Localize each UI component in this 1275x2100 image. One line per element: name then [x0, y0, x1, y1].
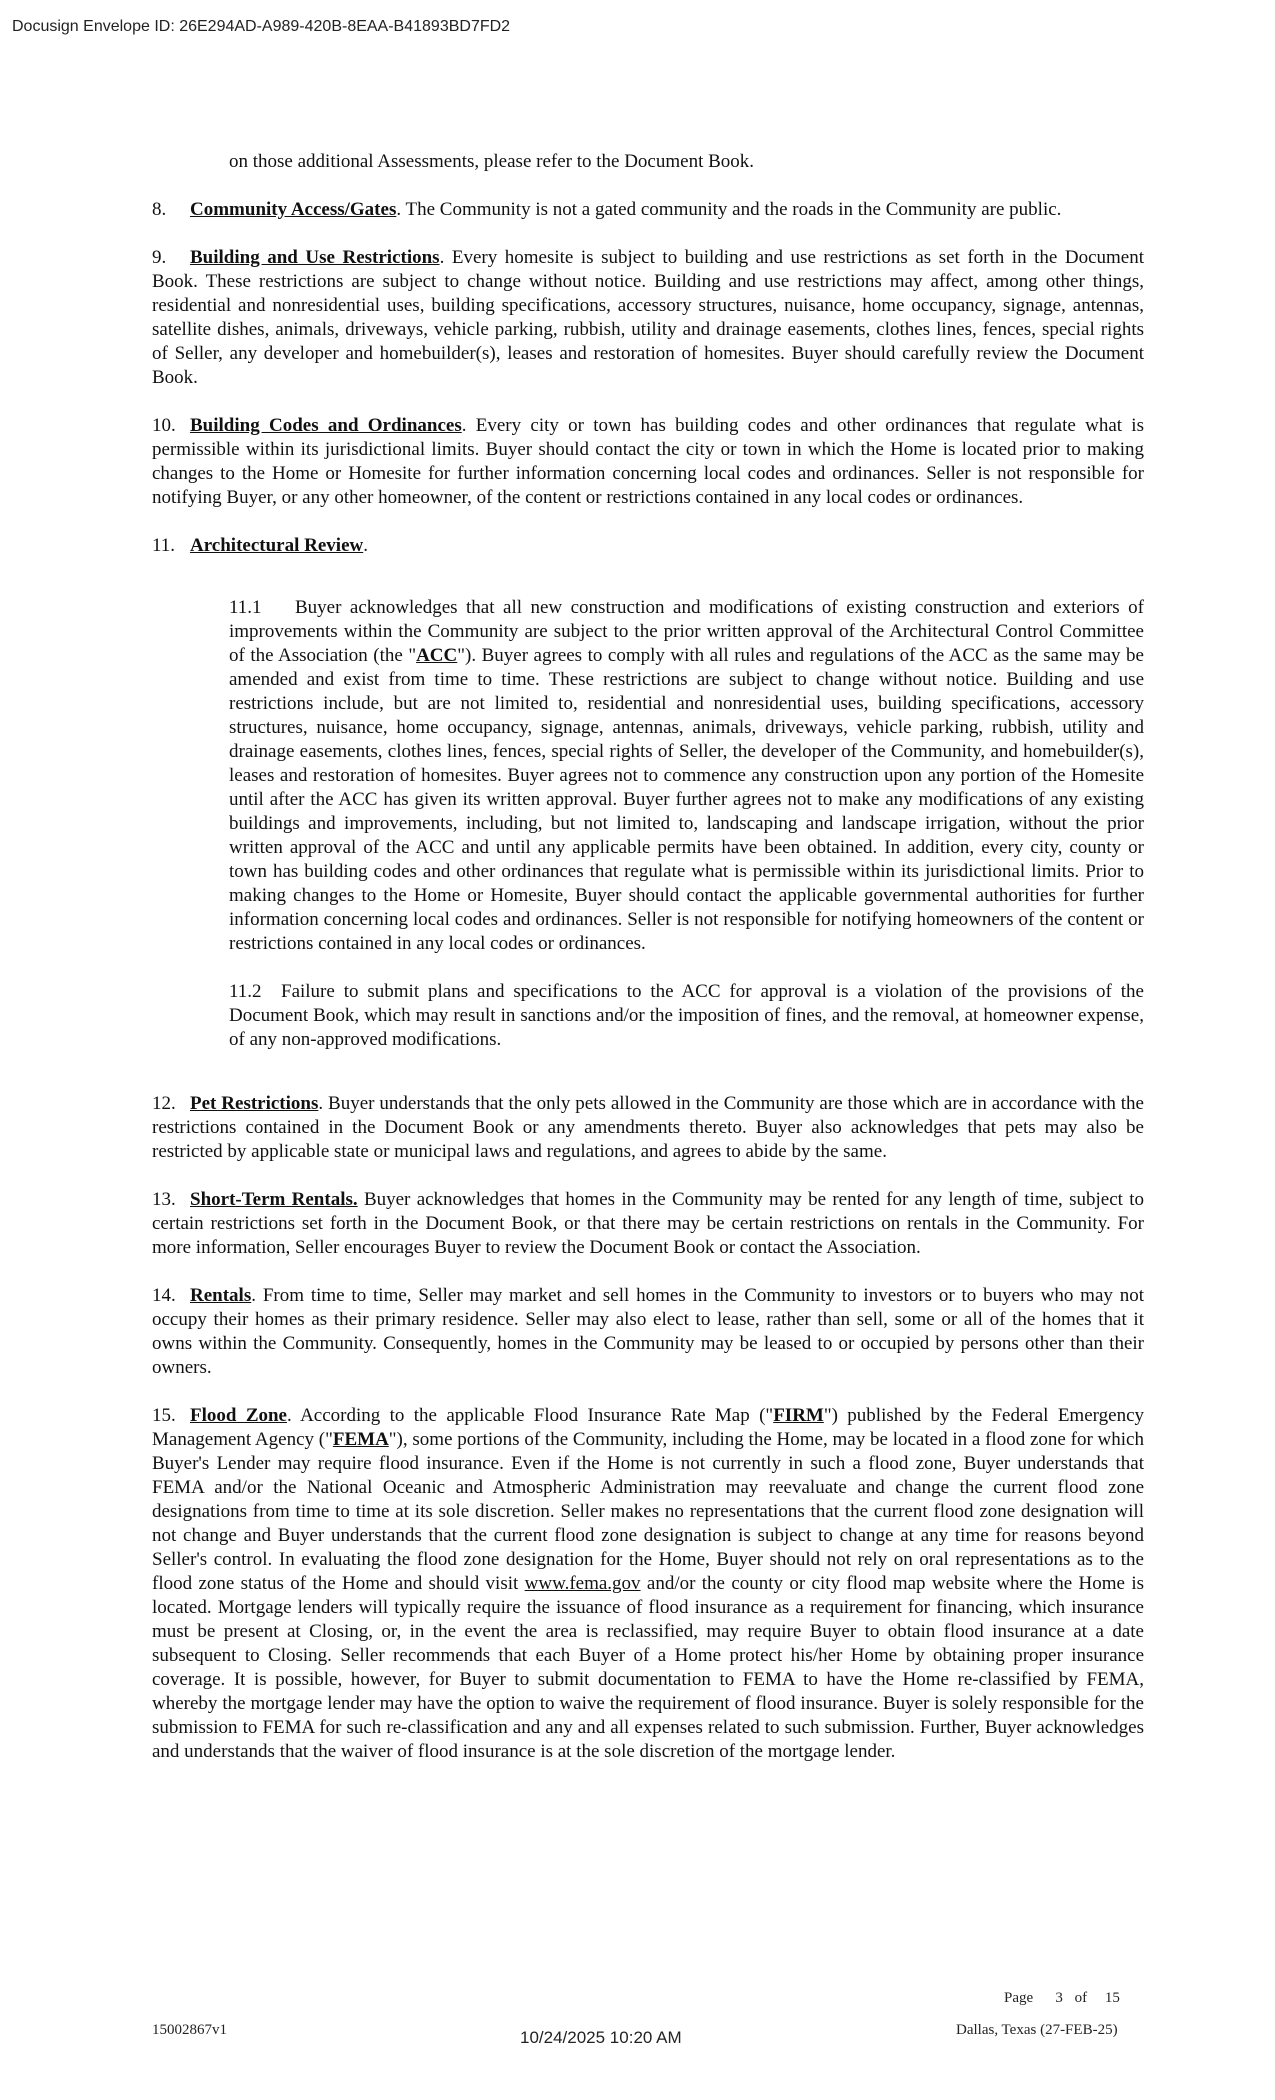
section-10: [152, 414, 1144, 510]
section-14: [152, 1284, 1144, 1380]
section-text: .: [363, 535, 368, 556]
page-indicator: [1004, 1990, 1120, 2007]
section-text: ") published by the Federal Emergency Management Agency (": [152, 1405, 1144, 1450]
page-number: 3: [1055, 1990, 1063, 2006]
defined-term-acc: ACC: [416, 645, 458, 666]
section-number: 9.: [152, 247, 167, 268]
subsection-11-1: [229, 596, 1144, 956]
section-title: Building and Use Restrictions: [190, 247, 440, 268]
page-of-label: of: [1074, 1990, 1088, 2006]
section-text: . According to the applicable Flood Insurance Rate Map (": [287, 1405, 774, 1426]
document-body: [152, 150, 1144, 1788]
document-location-date: Dallas, Texas (27-FEB-25): [956, 2022, 1118, 2038]
section-title: Rentals: [190, 1285, 252, 1306]
section-number: 12.: [152, 1093, 176, 1114]
section-9: [152, 246, 1144, 390]
section-text: "), some portions of the Community, including the Home, may be located in a flood zone for which Buyer's Lender may require flood insurance. Even if the Home is not currently in such a flood zone, Buyer understands that FEMA and/or the National Oceanic and Atmospheric Administration may reevaluate and change the current flood zone designations from time to time at its sole discretion. Seller makes no representations that the current flood zone designation will not change and Buyer understands that the current flood zone designation is subject to change at any time for reasons beyond Seller's control. In evaluating the flood zone designation for the Home, Buyer should not rely on oral representations as to the flood zone status of the Home and should visit: [152, 1429, 1144, 1594]
signing-timestamp: 10/24/2025 10:20 AM: [520, 2028, 682, 2047]
section-text: . The Community is not a gated community and the roads in the Community are public.: [396, 199, 1062, 220]
subsection-number: 11.1: [229, 597, 262, 618]
section-13: [152, 1188, 1144, 1260]
section-title: Short-Term Rentals.: [190, 1189, 358, 1210]
section-11: [152, 534, 1144, 558]
page-label: Page: [1004, 1990, 1034, 2006]
section-number: 11.: [152, 535, 176, 556]
section-text: and/or the county or city flood map website where the Home is located. Mortgage lenders will typically require the issuance of flood insurance as a requirement for financing, which insurance must be present at Closing, or, in the event the area is reclassified, may require Buyer to obtain flood insurance at a date subsequent to Closing. Seller recommends that each Buyer of a Home protect his/her Home by obtaining proper insurance coverage. It is possible, however, for Buyer to submit documentation to FEMA to have the Home re-classified by FEMA, whereby the mortgage lender may have the option to waive the requirement of flood insurance. Buyer is solely responsible for the submission to FEMA for such re-classification and any and all expenses related to such submission. Further, Buyer acknowledges and understands that the waiver of flood insurance is at the sole discretion of the mortgage lender.: [152, 1573, 1145, 1762]
document-version-id: 15002867v1: [152, 2022, 227, 2038]
section-number: 14.: [152, 1285, 176, 1306]
section-title: Building Codes and Ordinances: [190, 415, 462, 436]
section-number: 15.: [152, 1405, 176, 1426]
section-12: [152, 1092, 1144, 1164]
subsection-text: Failure to submit plans and specifications to the ACC for approval is a violation of the provisions of the Document Book, which may result in sanctions and/or the imposition of fines, and the removal, at homeowner expense, of any non-approved modifications.: [229, 981, 1144, 1050]
section-title: Pet Restrictions: [190, 1093, 319, 1114]
section-title: Community Access/Gates: [190, 199, 397, 220]
defined-term-fema: FEMA: [332, 1429, 389, 1450]
fema-website-link[interactable]: www.fema.gov: [524, 1573, 641, 1594]
subsection-text: Buyer acknowledges that all new construction and modifications of existing construction and exteriors of improvements within the Community are subject to the prior written approval of the Architectural Control Committee of the Association (the ": [229, 597, 1144, 666]
envelope-id: Docusign Envelope ID: 26E294AD-A989-420B-8EAA-B41893BD7FD2: [12, 18, 511, 35]
continuation-text: on those additional Assessments, please refer to the Document Book.: [229, 151, 755, 172]
section-title: Architectural Review: [190, 535, 364, 556]
section-number: 10.: [152, 415, 176, 436]
subsection-number: 11.2: [229, 981, 262, 1002]
section-number: 13.: [152, 1189, 176, 1210]
section-15: [152, 1404, 1144, 1764]
section-text: Buyer acknowledges that homes in the Community may be rented for any length of time, subject to certain restrictions set forth in the Document Book, or that there may be certain restrictions on rentals in the Community. For more information, Seller encourages Buyer to review the Document Book or contact the Association.: [152, 1189, 1144, 1258]
subsection-11-2: [229, 980, 1144, 1052]
section-text: . From time to time, Seller may market and sell homes in the Community to investors or to buyers who may not occupy their homes as their primary residence. Seller may also elect to lease, rather than sell, some or all of the homes that it owns within the Community. Consequently, homes in the Community may be leased to or occupied by persons other than their owners.: [152, 1285, 1144, 1378]
section-number: 8.: [152, 199, 167, 220]
section-text: . Every city or town has building codes and other ordinances that regulate what is permissible within its jurisdictional limits. Buyer should contact the city or town in which the Home is located prior to making changes to the Home or Homesite for further information concerning local codes and ordinances. Seller is not responsible for notifying Buyer, or any other homeowner, of the content or restrictions contained in any local codes or ordinances.: [152, 415, 1144, 508]
subsection-text: "). Buyer agrees to comply with all rules and regulations of the ACC as the same may be amended and exist from time to time. These restrictions are subject to change without notice. Building and use restrictions include, but are not limited to, residential and nonresidential uses, building specifications, accessory structures, nuisance, home occupancy, signage, antennas, animals, driveways, vehicle parking, rubbish, utility and drainage easements, clothes lines, fences, special rights of Seller, the developer of the Community, and homebuilder(s), leases and restoration of homesites. Buyer agrees not to commence any construction upon any portion of the Homesite until after the ACC has given its written approval. Buyer further agrees not to make any modifications of any existing buildings and improvements, including, but not limited to, landscaping and landscape irrigation, without the prior written approval of the ACC and until any applicable permits have been obtained. In addition, every city, county or town has building codes and other ordinances that regulate what is permissible within its jurisdictional limits. Prior to making changes to the Home or Homesite, Buyer should contact the applicable governmental authorities for further information concerning local codes and ordinances. Seller is not responsible for notifying homeowners of the content or restrictions contained in any local codes or ordinances.: [229, 645, 1144, 954]
section-text: . Every homesite is subject to building and use restrictions as set forth in the Document Book. These restrictions are subject to change without notice. Building and use restrictions may affect, among other things, residential and nonresidential uses, building specifications, accessory structures, nuisance, home occupancy, signage, antennas, satellite dishes, animals, driveways, vehicle parking, rubbish, utility and drainage easements, clothes lines, fences, special rights of Seller, any developer and homebuilder(s), leases and restoration of homesites. Buyer should carefully review the Document Book.: [152, 247, 1144, 388]
section-text: . Buyer understands that the only pets allowed in the Community are those which are in accordance with the restrictions contained in the Document Book or any amendments thereto. Buyer also acknowledges that pets may also be restricted by applicable state or municipal laws and regulations, and agrees to abide by the same.: [152, 1093, 1144, 1162]
section-title: Flood Zone: [190, 1405, 287, 1426]
defined-term-firm: FIRM: [773, 1405, 824, 1426]
page-total: 15: [1104, 1990, 1120, 2006]
section-8: [152, 198, 1144, 222]
